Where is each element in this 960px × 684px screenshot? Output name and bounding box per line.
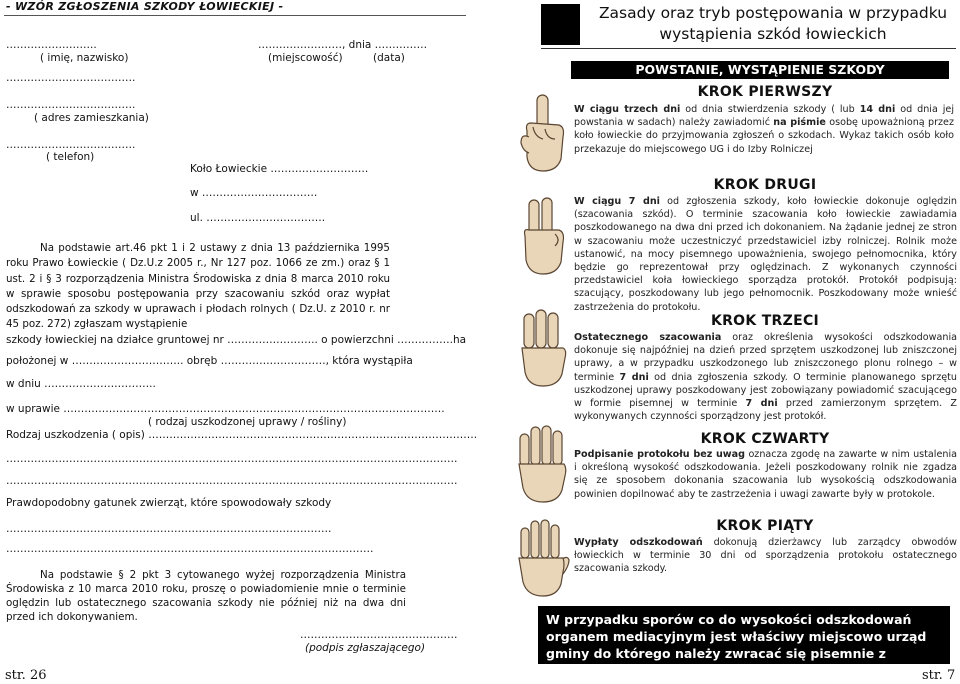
address-label: ( adres zamieszkania) — [34, 112, 149, 124]
date-line: ……………………, dnia …………… — [258, 39, 428, 51]
step-4-body: Podpisanie protokołu bez uwag oznacza zgodę na zawarte w nim ustalenia i określoną wysokość odszkodowania. Jeżeli poszkodowany rolnik nie zgadza się ze sposobem dokonania szacowania lub wysokością odszkodowania powinien dopilnować aby te zastrzeżenia i uwagi zawarte były w protokole. — [574, 449, 957, 500]
mediation-notice: W przypadku sporów co do wysokości odszkodowań organem mediacyjnym jest właściwy miejscowo urząd gminy do którego należy zwracać się pisemnie z wnioskiem o mediację. — [538, 606, 950, 664]
dots-line: …………………………………………………………………………………………… — [6, 543, 374, 555]
animal-species-label: Prawdopodobny gatunek zwierząt, które spowodowały szkody — [6, 497, 332, 509]
name-label: ( imię, nazwisko) — [40, 52, 129, 64]
phone-label: ( telefon) — [46, 151, 95, 163]
dots-line: ………………………………………………………………………………………………………………… — [6, 475, 458, 487]
rules-title: Zasady oraz tryb postępowania w przypadku wystąpienia szkód łowieckich — [598, 4, 948, 43]
step-3-title: KROK TRZECI — [710, 313, 820, 329]
step-1-title: KROK PIERWSZY — [697, 84, 833, 100]
signature-dots: ……………………………………… — [300, 629, 458, 641]
form-header: - WZÓR ZGŁOSZENIA SZKODY ŁOWIECKIEJ - — [6, 0, 284, 13]
name-dots: …………………….. — [6, 39, 97, 51]
step-5-title: KROK PIĄTY — [716, 518, 814, 534]
title-divider — [541, 48, 956, 49]
field-plot-area: szkody łowieckiej na działce gruntowej nr …………………….. o powierzchni …………….ha — [6, 334, 467, 346]
page-number-left: str. 26 — [5, 668, 47, 683]
address-dots-2: ………………………………. — [6, 99, 136, 111]
field-damage-type: Rodzaj uszkodzenia ( opis) …………………………………………………………………………………. — [6, 429, 478, 441]
step-2-body: W ciągu 7 dni od zgłoszenia szkody, koło łowieckie dokonuje oględzin (szacowania szkód). O terminie szacowania koło łowieckie zawiadamia poszkodowanego na dwa dni przed ich dokonaniem. Na żądanie jednej ze stron w szacowaniu może uczestniczyć przedstawiciel izby rolniczej. Rolnik może ustanowić, na mocy pisemnego upoważnienia, swojego pełnomocnika, który będzie go reprezentował przy oględzinach. Z wykonanych czynności przedstawiciel koła łowieckiego sporządza protokół. Protokół podpisują: szacujący, poszkodowany lub jego pełnomocnik. Poszkodowany może wnieść zastrzeżenia do protokołu. — [574, 196, 957, 313]
place-label: (miejscowość) — [268, 52, 343, 64]
field-location: położonej w ………………………….. obręb …………………………, która wystąpiła — [6, 355, 413, 367]
hand-four-fingers-icon — [515, 424, 571, 504]
date-label: (data) — [373, 52, 405, 64]
hand-two-fingers-icon — [515, 196, 571, 276]
club-location-line: w …………………………… — [190, 187, 318, 199]
crop-hint: ( rodzaj uszkodzonej uprawy / rośliny) — [148, 416, 347, 428]
black-square-decoration — [541, 4, 580, 45]
signature-label: (podpis zgłaszającego) — [305, 642, 426, 654]
phone-dots: ………………………………. — [6, 139, 136, 151]
request-paragraph: Na podstawie § 2 pkt 3 cytowanego wyżej rozporządzenia Ministra Środowiska z 10 marca 2010 roku, proszę o powiadomienie mnie o terminie oględzin lub ostatecznego szacowania szkody nie później niż na dwa dni przed ich dokonywaniem. — [6, 569, 406, 623]
step-1-body: W ciągu trzech dni od dnia stwierdzenia szkody ( lub 14 dni od dnia jej powstania w sadach) należy zawiadomić na piśmie osobę upoważnioną przez koło łowieckie do przyjmowania zgłoszeń o szkodach. Wykaz takich osób koło przekazuje do miejscowego UG i do Izby Rolniczej — [574, 104, 954, 155]
step-2-title: KROK DRUGI — [713, 177, 817, 193]
dots-line: ………………………………………………………………………………… — [6, 523, 332, 535]
page-number-right: str. 7 — [922, 668, 956, 683]
hand-three-fingers-icon — [515, 308, 571, 388]
legal-basis-paragraph: Na podstawie art.46 pkt 1 i 2 ustawy z dnia 13 października 1995 roku Prawo Łowieckie ( Dz.U.z 2005 r., Nr 127 poz. 1066 ze zm.) oraz § 1 ust. 2 i § 3 rozporządzenia Ministra Środowiska z dnia 8 marca 2010 roku w sprawie sposobu postępowania przy szacowaniu szkód oraz wypłat odszkodowań za szkody w uprawach i płodach rolnych ( Dz.U. z 2010 r. nr 45 poz. 272) zgłaszam wystąpienie — [6, 242, 390, 331]
hunting-club-line: Koło Łowieckie ………………………. — [190, 163, 369, 175]
hand-one-finger-icon — [515, 93, 571, 173]
header-divider — [4, 15, 466, 16]
address-dots-1: ………………………………. — [6, 72, 136, 84]
section-banner: POWSTANIE, WYSTĄPIENIE SZKODY — [571, 61, 949, 79]
field-crop: w uprawie ………………………………………………………………………………………………. — [6, 403, 445, 415]
club-street-line: ul. ……………………………. — [190, 212, 326, 224]
field-date: w dniu ………………………….. — [6, 378, 156, 390]
step-5-body: Wypłaty odszkodowań dokonują dzierżawcy lub zarządcy obwodów łowieckich w terminie 30 dni od sporządzenia protokołu ostatecznego szacowania szkody. — [574, 537, 957, 575]
step-3-body: Ostatecznego szacowania oraz określenia wysokości odszkodowania dokonuje się najpóźniej na dzień przed sprzętem uszkodzonej lub zniszczonej uprawy, a w przypadku uszkodzonego lub zniszczonego plonu rolnego – w terminie 7 dni od dnia zgłoszenia szkody. O terminie planowanego sprzętu uszkodzonej uprawy poszkodowany jest zobowiązany powiadomić szacującego w formie pisemnej w terminie 7 dni przed zamierzonym sprzętem. Z wykonywanych czynności sporządzony jest protokół. — [574, 332, 957, 423]
step-4-title: KROK CZWARTY — [700, 431, 830, 447]
hand-five-fingers-icon — [515, 518, 571, 598]
dots-line: ………………………………………………………………………………………………………………… — [6, 453, 458, 465]
